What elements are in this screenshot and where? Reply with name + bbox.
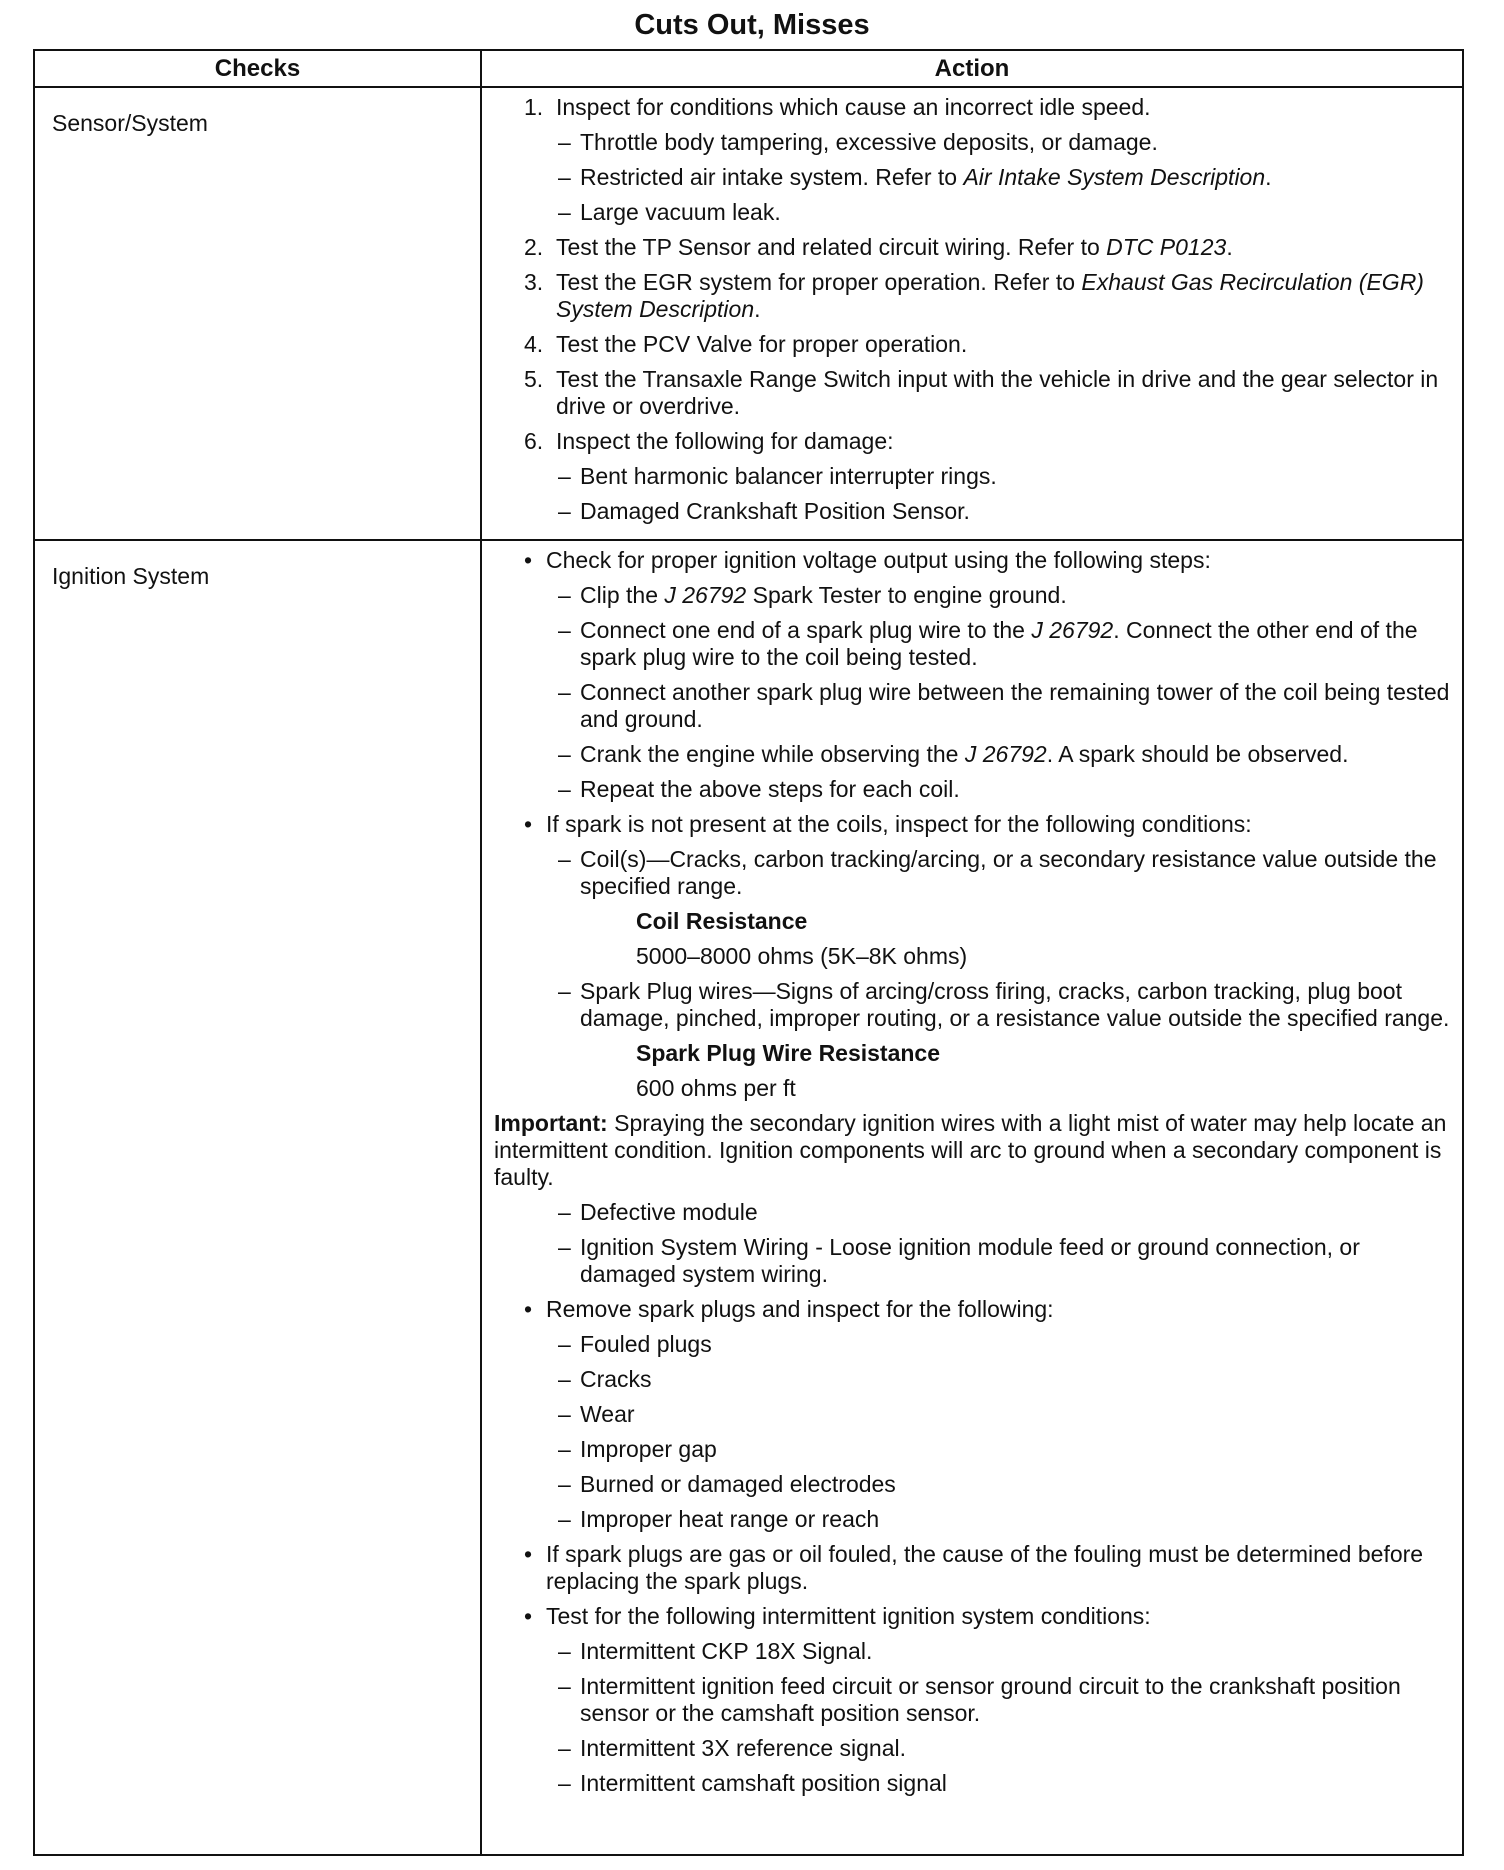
item-text: Test for the following intermittent ignition system conditions: bbox=[546, 1603, 1151, 1629]
bold-label: Spark Plug Wire Resistance bbox=[636, 1040, 941, 1066]
action-item bbox=[494, 199, 1450, 226]
item-text: Test the PCV Valve for proper operation. bbox=[556, 331, 968, 357]
action-item bbox=[494, 94, 1450, 121]
action-item bbox=[494, 234, 1450, 261]
item-text: Spraying the secondary ignition wires with a light mist of water may help locate an intermittent condition. Ignition components will arc to ground when a secondary component is faulty. bbox=[494, 1110, 1447, 1190]
item-marker: – bbox=[558, 199, 571, 225]
item-marker: • bbox=[524, 1296, 533, 1322]
item-marker: – bbox=[558, 1366, 571, 1392]
table-header-row bbox=[34, 50, 1463, 87]
action-item bbox=[494, 331, 1450, 358]
action-item bbox=[494, 679, 1450, 733]
page-title: Cuts Out, Misses bbox=[634, 9, 870, 41]
spec-line bbox=[494, 1040, 1450, 1067]
action-item bbox=[494, 1401, 1450, 1428]
action-item bbox=[494, 846, 1450, 900]
item-text: Inspect the following for damage: bbox=[556, 428, 894, 454]
action-item bbox=[494, 1199, 1450, 1226]
item-marker: – bbox=[558, 463, 571, 489]
item-marker: – bbox=[558, 679, 571, 705]
item-text: Coil(s)—Cracks, carbon tracking/arcing, or a secondary resistance value outside the specified range. bbox=[580, 846, 1437, 899]
item-marker: – bbox=[558, 1401, 571, 1427]
action-item bbox=[494, 1770, 1450, 1797]
item-marker: – bbox=[558, 741, 571, 767]
action-item bbox=[494, 1735, 1450, 1762]
reference-link: DTC P0123 bbox=[1106, 234, 1227, 260]
column-header-action: Action bbox=[481, 50, 1463, 87]
item-text: Improper heat range or reach bbox=[580, 1506, 880, 1532]
item-text: 5000–8000 ohms (5K–8K ohms) bbox=[636, 943, 968, 969]
reference-link: Exhaust Gas Recirculation (EGR) System Description bbox=[556, 269, 1424, 322]
item-marker: • bbox=[524, 1603, 533, 1629]
spec-line bbox=[494, 943, 1450, 970]
item-marker: – bbox=[558, 1770, 571, 1796]
item-text: Defective module bbox=[580, 1199, 758, 1225]
action-item bbox=[494, 164, 1450, 191]
item-marker: – bbox=[558, 846, 571, 872]
item-text: Clip the bbox=[580, 582, 665, 608]
item-text: Repeat the above steps for each coil. bbox=[580, 776, 960, 802]
item-text: Crank the engine while observing the bbox=[580, 741, 965, 767]
item-marker: • bbox=[524, 811, 533, 837]
column-header-checks: Checks bbox=[34, 50, 481, 87]
item-marker: 1. bbox=[524, 94, 544, 120]
action-item bbox=[494, 1603, 1450, 1630]
item-text: If spark plugs are gas or oil fouled, the cause of the fouling must be determined before replacing the spark plugs. bbox=[546, 1541, 1424, 1594]
item-text: Test the Transaxle Range Switch input with the vehicle in drive and the gear selector in drive or overdrive. bbox=[556, 366, 1439, 419]
item-marker: – bbox=[558, 1638, 571, 1664]
table-row bbox=[34, 540, 1463, 1855]
bold-label: Coil Resistance bbox=[636, 908, 808, 934]
item-text: If spark is not present at the coils, inspect for the following conditions: bbox=[546, 811, 1252, 837]
spec-line bbox=[494, 1075, 1450, 1102]
reference-link: J 26792 bbox=[664, 582, 747, 608]
item-text: . A spark should be observed. bbox=[1046, 741, 1349, 767]
item-text: Connect another spark plug wire between the remaining tower of the coil being tested and ground. bbox=[580, 679, 1450, 732]
item-text: Inspect for conditions which cause an incorrect idle speed. bbox=[556, 94, 1151, 120]
item-text: Spark Tester to engine ground. bbox=[746, 582, 1067, 608]
item-text: Damaged Crankshaft Position Sensor. bbox=[580, 498, 970, 524]
item-text: . bbox=[1226, 234, 1233, 260]
item-text: . bbox=[754, 296, 761, 322]
item-text: Remove spark plugs and inspect for the following: bbox=[546, 1296, 1054, 1322]
action-item bbox=[494, 366, 1450, 420]
item-text: Intermittent ignition feed circuit or sensor ground circuit to the crankshaft position sensor or the camshaft position sensor. bbox=[580, 1673, 1401, 1726]
table-row bbox=[34, 87, 1463, 540]
item-text: Spark Plug wires—Signs of arcing/cross firing, cracks, carbon tracking, plug boot damage, pinched, improper routing, or a resistance value outside the specified range. bbox=[580, 978, 1450, 1031]
action-item bbox=[494, 463, 1450, 490]
item-marker: – bbox=[558, 1199, 571, 1225]
action-item bbox=[494, 978, 1450, 1032]
action-item bbox=[494, 617, 1450, 671]
item-text: Large vacuum leak. bbox=[580, 199, 781, 225]
item-text: Burned or damaged electrodes bbox=[580, 1471, 896, 1497]
reference-link: J 26792 bbox=[964, 741, 1047, 767]
action-item bbox=[494, 1296, 1450, 1323]
action-item bbox=[494, 811, 1450, 838]
item-marker: – bbox=[558, 1234, 571, 1260]
item-text: Bent harmonic balancer interrupter rings. bbox=[580, 463, 997, 489]
item-text: 600 ohms per ft bbox=[636, 1075, 796, 1101]
spec-line bbox=[494, 908, 1450, 935]
action-cell bbox=[481, 540, 1463, 1855]
bold-label: Important: bbox=[494, 1110, 608, 1136]
action-item bbox=[494, 1673, 1450, 1727]
action-item bbox=[494, 428, 1450, 455]
item-marker: – bbox=[558, 1471, 571, 1497]
item-text: Improper gap bbox=[580, 1436, 717, 1462]
item-marker: – bbox=[558, 776, 571, 802]
action-item bbox=[494, 1234, 1450, 1288]
item-text: Wear bbox=[580, 1401, 635, 1427]
action-item bbox=[494, 1638, 1450, 1665]
item-marker: – bbox=[558, 164, 571, 190]
item-text: Check for proper ignition voltage output using the following steps: bbox=[546, 547, 1211, 573]
action-item bbox=[494, 1331, 1450, 1358]
item-marker: – bbox=[558, 498, 571, 524]
item-marker: 6. bbox=[524, 428, 544, 454]
item-marker: • bbox=[524, 547, 533, 573]
item-text: Restricted air intake system. Refer to bbox=[580, 164, 964, 190]
item-marker: – bbox=[558, 1735, 571, 1761]
check-cell: Ignition System bbox=[34, 540, 481, 1855]
item-text: Ignition System Wiring - Loose ignition module feed or ground connection, or damaged system wiring. bbox=[580, 1234, 1360, 1287]
reference-link: J 26792 bbox=[1031, 617, 1114, 643]
diagnostic-table bbox=[33, 49, 1464, 1856]
item-marker: – bbox=[558, 129, 571, 155]
action-item bbox=[494, 498, 1450, 525]
item-marker: 5. bbox=[524, 366, 544, 392]
item-text: Test the TP Sensor and related circuit wiring. Refer to bbox=[556, 234, 1107, 260]
item-marker: – bbox=[558, 1673, 571, 1699]
item-marker: – bbox=[558, 1506, 571, 1532]
action-item bbox=[494, 269, 1450, 323]
action-item bbox=[494, 1436, 1450, 1463]
item-marker: 3. bbox=[524, 269, 544, 295]
action-item bbox=[494, 582, 1450, 609]
important-note bbox=[494, 1110, 1450, 1191]
item-marker: – bbox=[558, 1436, 571, 1462]
item-marker: – bbox=[558, 582, 571, 608]
action-item bbox=[494, 1366, 1450, 1393]
item-text: Test the EGR system for proper operation. Refer to bbox=[556, 269, 1082, 295]
check-cell: Sensor/System bbox=[34, 87, 481, 540]
item-text: Intermittent 3X reference signal. bbox=[580, 1735, 906, 1761]
action-item bbox=[494, 776, 1450, 803]
action-item bbox=[494, 741, 1450, 768]
item-text: . bbox=[1265, 164, 1272, 190]
item-marker: • bbox=[524, 1541, 533, 1567]
item-text: Connect one end of a spark plug wire to the bbox=[580, 617, 1032, 643]
item-text: Fouled plugs bbox=[580, 1331, 712, 1357]
item-marker: – bbox=[558, 617, 571, 643]
item-text: Intermittent CKP 18X Signal. bbox=[580, 1638, 873, 1664]
item-marker: – bbox=[558, 978, 571, 1004]
item-text: Intermittent camshaft position signal bbox=[580, 1770, 947, 1796]
action-item bbox=[494, 1541, 1450, 1595]
item-marker: 4. bbox=[524, 331, 544, 357]
item-marker: 2. bbox=[524, 234, 544, 260]
action-item bbox=[494, 1506, 1450, 1533]
item-text: Cracks bbox=[580, 1366, 652, 1392]
item-text: . Connect the other end of the spark plug wire to the coil being tested. bbox=[580, 617, 1418, 670]
reference-link: Air Intake System Description bbox=[963, 164, 1266, 190]
item-text: Throttle body tampering, excessive deposits, or damage. bbox=[580, 129, 1158, 155]
action-item bbox=[494, 547, 1450, 574]
item-marker: – bbox=[558, 1331, 571, 1357]
action-cell bbox=[481, 87, 1463, 540]
action-item bbox=[494, 1471, 1450, 1498]
action-item bbox=[494, 129, 1450, 156]
